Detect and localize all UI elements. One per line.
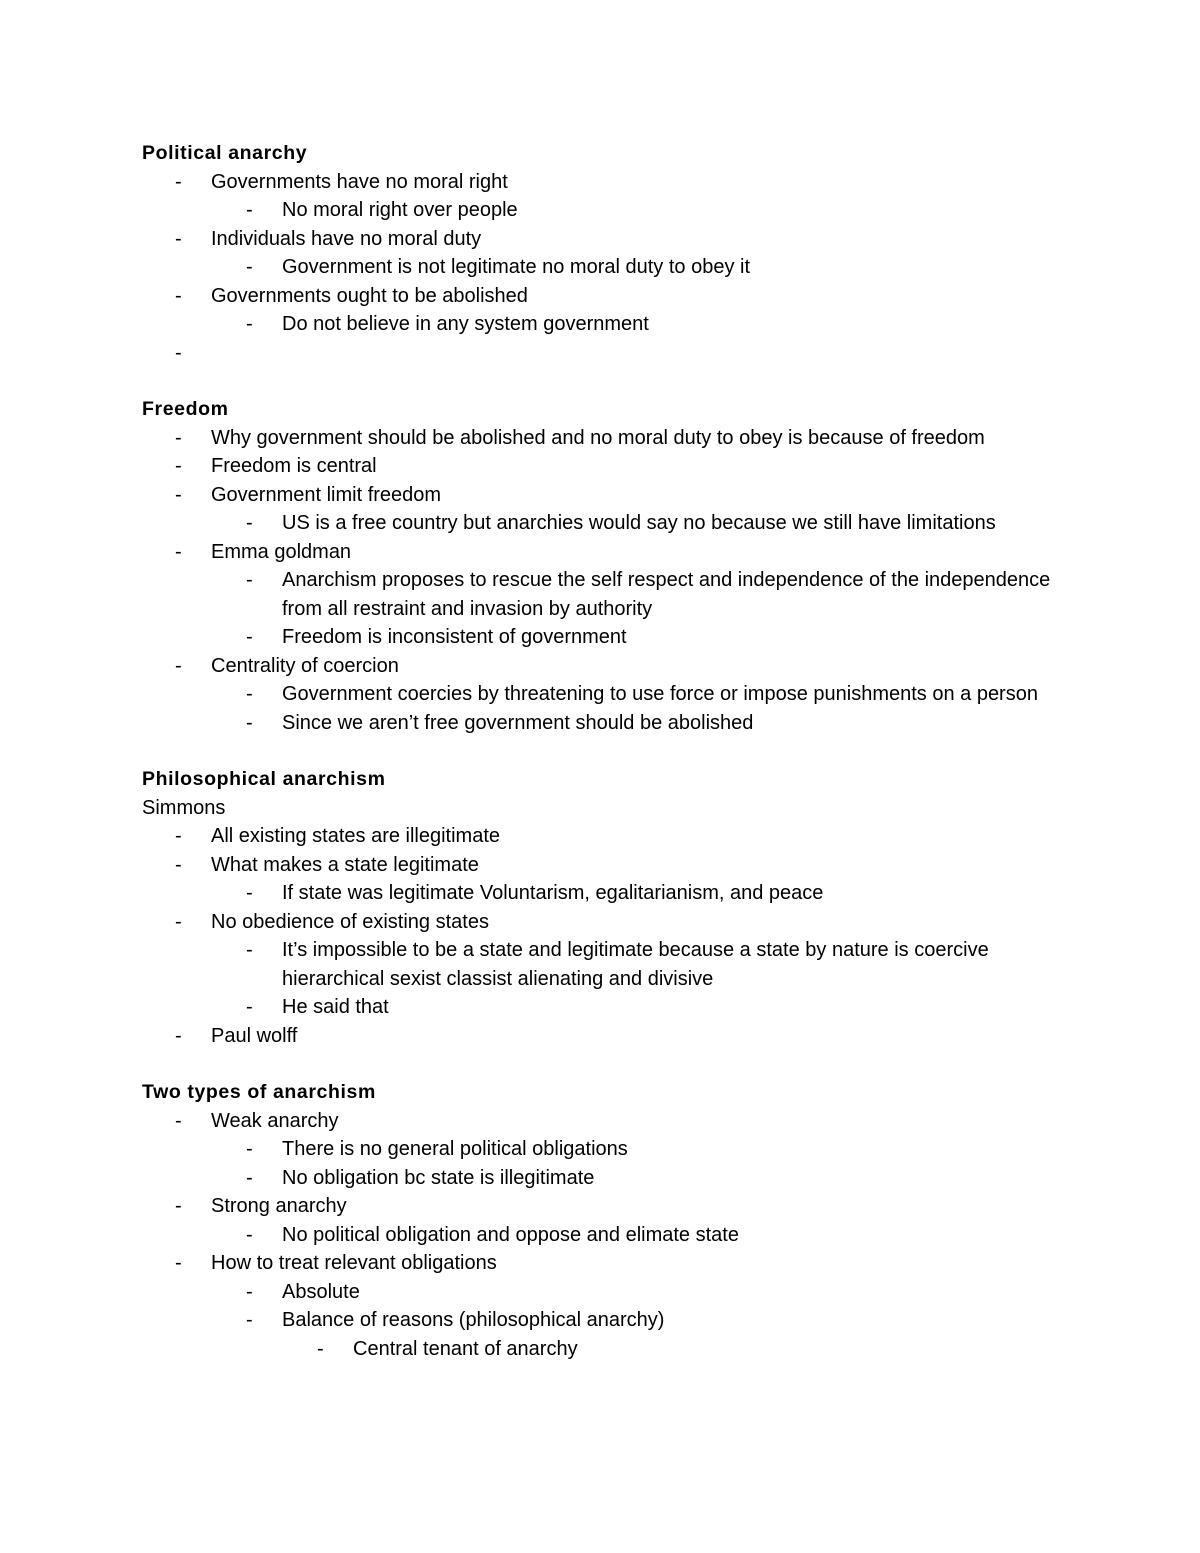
list-item-text: Government is not legitimate no moral duty to obey it [282,256,751,278]
section-two-types-of-anarchism [142,1078,1072,1363]
bullet-dash: - [175,284,182,307]
list-item-text: Balance of reasons (philosophical anarchy) [282,1309,665,1331]
list-item-text: He said that [282,996,389,1018]
bullet-dash: - [175,825,182,847]
list-item-text: Freedom is central [211,455,377,477]
bullet-dash: - [246,199,253,221]
list-item [142,652,1072,681]
list-item-text: It’s impossible to be a state and legitimate because a state by nature is coercive hierarchical sexist classist alienating and divisive [282,939,989,990]
list-item-text: Anarchism proposes to rescue the self respect and independence of the independence from all restraint and invasion by authority [282,569,1051,620]
list-item-empty [142,339,1072,368]
bullet-dash: - [246,711,253,734]
list-item-text: How to treat relevant obligations [211,1252,497,1274]
list-item-text: Centrality of coercion [211,654,399,677]
bullet-dash: - [246,1309,253,1331]
list-item-text: All existing states are illegitimate [211,825,501,847]
list-item-text: Absolute [282,1280,360,1303]
list-item-text: If state was legitimate Voluntarism, egalitarianism, and peace [282,882,824,904]
list-item [142,509,1072,538]
list-item [142,253,1072,282]
list-item [142,225,1072,254]
bullet-dash: - [246,569,253,591]
list-item [142,168,1072,197]
list-item-text: No obligation bc state is illegitimate [282,1166,595,1189]
bullet-dash: - [175,170,182,193]
list-item-text: Government limit freedom [211,483,442,506]
list-item-text: Freedom is inconsistent of government [282,626,627,648]
list-item [142,1107,1072,1136]
list-item [142,566,1072,623]
list-item [142,908,1072,937]
bullet-dash: - [246,256,253,278]
list-item [142,1335,1072,1364]
bullet-dash: - [175,1195,182,1217]
list-item [142,310,1072,339]
list-item-text: Since we aren’t free government should be abolished [282,711,754,734]
list-item [142,196,1072,225]
list-item [142,1022,1072,1051]
list-item [142,538,1072,567]
bullet-dash: - [175,540,182,563]
list-item [142,1221,1072,1250]
section-heading: Freedom [142,398,229,420]
bullet-dash: - [246,882,253,904]
list-item [142,623,1072,652]
list-item-text: Strong anarchy [211,1195,347,1217]
list-item-text: Paul wolff [211,1024,298,1047]
bullet-dash: - [246,1138,253,1160]
bullet-dash: - [175,341,182,364]
list-item [142,680,1072,709]
bullet-dash: - [246,1223,253,1246]
list-item [142,1164,1072,1193]
bullet-dash: - [175,455,182,477]
list-item [142,879,1072,908]
list-item [142,1249,1072,1278]
list-item-text: What makes a state legitimate [211,853,479,876]
bullet-dash: - [175,227,182,250]
list-item [142,424,1072,453]
list-item-text: Governments have no moral right [211,170,508,193]
list-item-text: No moral right over people [282,199,518,221]
bullet-dash: - [175,1109,182,1132]
list-item-text: No political obligation and oppose and elimate state [282,1223,739,1246]
list-item-text: Emma goldman [211,540,352,563]
list-item [142,936,1072,993]
bullet-dash: - [246,1280,253,1303]
bullet-dash: - [175,483,182,506]
section-heading: Two types of anarchism [142,1081,376,1103]
list-item [142,709,1072,738]
list-item [142,282,1072,311]
bullet-dash: - [246,1166,253,1189]
list-item [142,1278,1072,1307]
list-item-text: Governments ought to be abolished [211,284,528,307]
bullet-dash: - [175,1024,182,1047]
section-freedom [142,395,1072,737]
section-political-anarchy [142,139,1072,367]
bullet-dash: - [175,910,182,933]
list-item [142,452,1072,481]
bullet-dash: - [246,683,253,705]
bullet-dash: - [246,313,253,335]
list-item-text: Individuals have no moral duty [211,227,482,250]
bullet-dash: - [246,939,253,961]
list-item [142,1192,1072,1221]
list-item-text: Do not believe in any system government [282,313,649,335]
bullet-dash: - [246,996,253,1018]
bullet-dash: - [317,1337,324,1360]
list-item [142,851,1072,880]
section-philosophical-anarchism [142,765,1072,1050]
list-item-text: US is a free country but anarchies would say no because we still have limitations [282,512,996,534]
list-item [142,1135,1072,1164]
section-heading: Philosophical anarchism [142,768,386,790]
bullet-dash: - [175,853,182,876]
list-item-text: There is no general political obligations [282,1138,628,1160]
section-subheading: Simmons [142,796,226,819]
list-item-text: Government coercies by threatening to use force or impose punishments on a person [282,683,1038,705]
list-item [142,1306,1072,1335]
list-item [142,822,1072,851]
section-heading: Political anarchy [142,142,308,164]
list-item-text: Why government should be abolished and no moral duty to obey is because of freedom [211,426,985,449]
bullet-dash: - [175,654,182,677]
list-item-text: Central tenant of anarchy [353,1337,578,1360]
document-content [142,139,1072,1391]
list-item [142,481,1072,510]
bullet-dash: - [246,626,253,648]
bullet-dash: - [246,512,253,534]
bullet-dash: - [175,1252,182,1274]
bullet-dash: - [175,426,182,449]
list-item-text: Weak anarchy [211,1109,339,1132]
list-item [142,993,1072,1022]
list-item-text: No obedience of existing states [211,910,489,933]
